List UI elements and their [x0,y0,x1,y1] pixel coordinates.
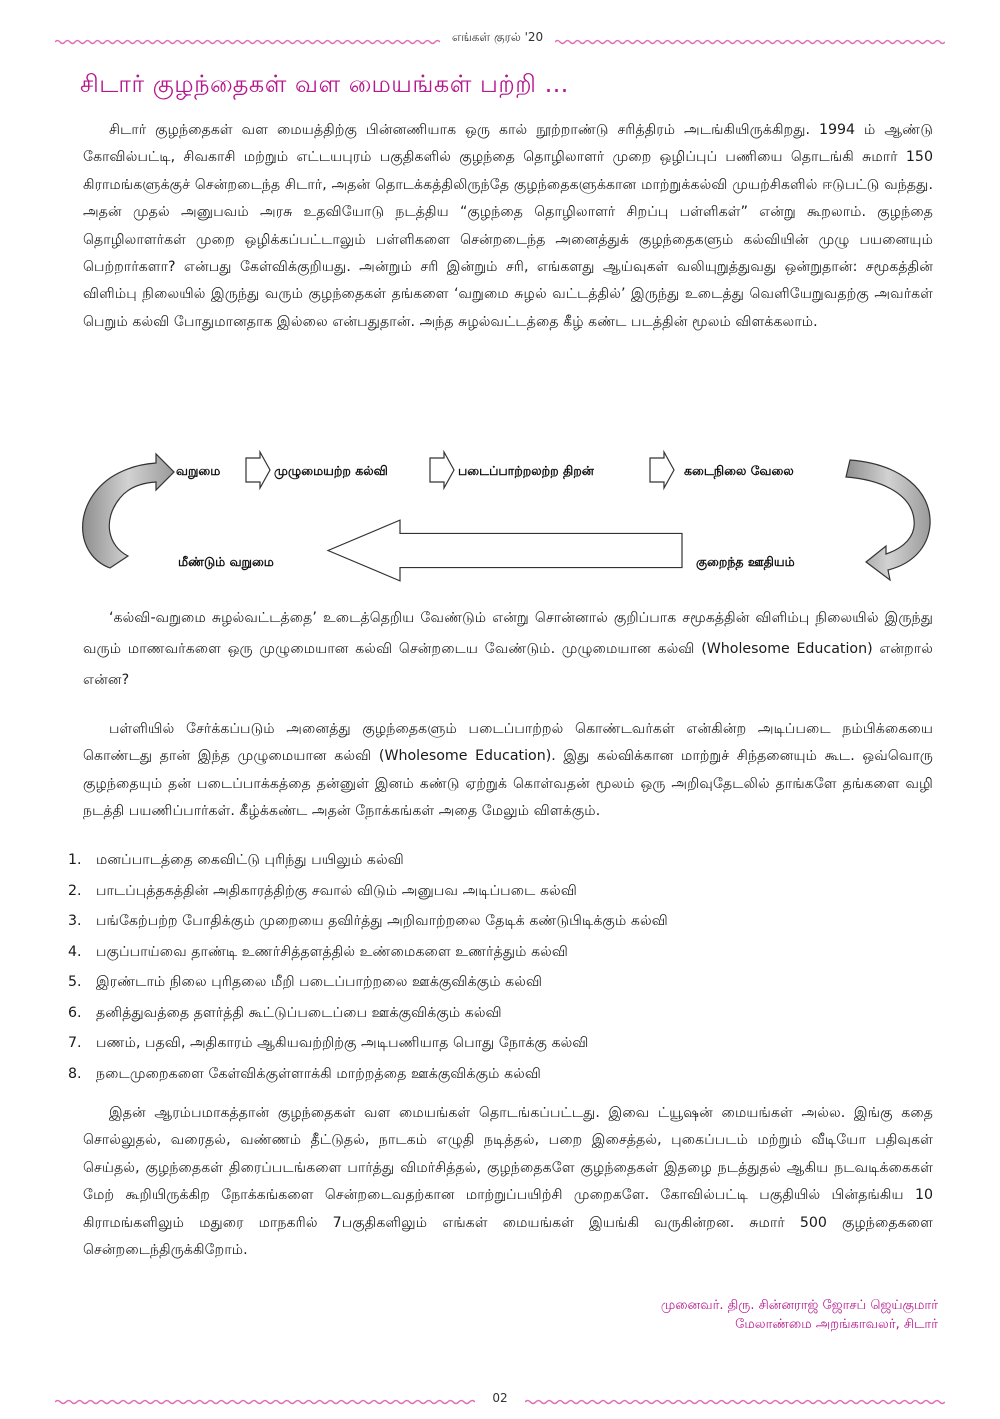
list-item [68,906,928,937]
list-item-text: நடைமுறைகளை கேள்விக்குள்ளாக்கி மாற்றத்தை ஊக்குவிக்கும் கல்வி [96,1065,542,1082]
closing-paragraph: இதன் ஆரம்பமாகத்தான் குழந்தைகள் வள மையங்கள் தொடங்கப்பட்டது. இவை ட்யூஷன் மையங்கள் அல்ல. இங்கு கதை சொல்லுதல், வரைதல், வண்ணம் தீட்டுதல், நாடகம் எழுதி நடித்தல், பறை இசைத்தல், புகைப்படம் மற்றும் வீடியோ பதிவுகள் செய்தல், குழந்தைகள் திரைப்படங்களை பார்த்து விமர்சித்தல், குழந்தைகளே குழந்தைகள் இதழை நடத்துதல் ஆகிய நடவடிக்கைகள் மேற் கூறியிருக்கிற நோக்கங்களை சென்றடைவதற்கான மாற்றுப்பயிற்சி முறைகளே. கோவில்பட்டி பகுதியில் பின்தங்கிய 10 கிராமங்களிலும் மதுரை மாநகரில் 7பகுதிகளிலும் எங்கள் மையங்கள் இயங்கி வருகின்றன. சுமார் 500 குழந்தைகளை சென்றடைந்திருக்கிறோம். [83,1105,933,1259]
bottom-left-arrow [328,520,682,581]
author-name: முனைவர். திரு. சின்னராஜ் ஜோசப் ஜெய்குமார் [660,1298,938,1313]
cycle-step-poverty-again: மீண்டும் வறுமை [178,554,274,569]
list-item-text: பாடப்புத்தகத்தின் அதிகாரத்திற்கு சவால் விடும் அனுபவ அடிப்படை கல்வி [96,882,577,899]
list-item [68,937,928,968]
list-item [68,998,928,1029]
poverty-cycle-diagram [70,450,950,590]
cycle-step-menial-job: கடைநிலை வேலை [684,463,794,478]
footer-wave-left [55,1399,475,1405]
intro-paragraph: சிடார் குழந்தைகள் வள மையத்திற்கு பின்னணியாக ஒரு கால் நூற்றாண்டு சரித்திரம் அடங்கியிருக்கிறது. 1994 ம் ஆண்டு கோவில்பட்டி, சிவகாசி மற்றும் எட்டயபுரம் பகுதிகளில் குழந்தை தொழிலாளர் முறை ஒழிப்புப் பணியை தொடங்கி சுமார் 150 கிராமங்களுக்குச் சென்றடைந்த சிடார், அதன் தொடக்கத்திலிருந்தே குழந்தைகளுக்கான மாற்றுக்கல்வி முயற்சிகளில் ஈடுபட்டு வந்தது. அதன் முதல் அனுபவம் அரசு உதவியோடு நடத்திய “குழந்தை தொழிலாளர் சிறப்பு பள்ளிகள்” என்று கூறலாம். குழந்தை தொழிலாளர்கள் முறை ஒழிக்கப்பட்டாலும் பள்ளிகளை சென்றடைந்த அனைத்துக் குழந்தைகளும் கல்வியின் முழு பயனையும் பெற்றார்களா? என்பது கேள்விக்குறியது. அன்றும் சரி இன்றும் சரி, எங்களது ஆய்வுகள் வலியுறுத்துவது ஒன்றுதான்: சமூகத்தின் விளிம்பு நிலையில் இருந்து வரும் குழந்தைகள் தங்களை ‘வறுமை சுழல் வட்டத்தில்’ இருந்து உடைத்து வெளியேறுவதற்கு அவர்கள் பெறும் கல்வி போதுமானதாக இல்லை என்பதுதான். அந்த சுழல்வட்டத்தை கீழ் கண்ட படத்தின் மூலம் விளக்கலாம். [83,122,933,330]
cycle-paragraph: ‘கல்வி-வறுமை சுழல்வட்டத்தை’ உடைத்தெறிய வேண்டும் என்று சொன்னால் குறிப்பாக சமூகத்தின் விளிம்பு நிலையில் இருந்து வரும் மாணவர்களை ஒரு முழுமையான கல்வி சென்றடைய வேண்டும். முழுமையான கல்வி (Wholesome Education) என்றால் என்ன? [83,610,933,688]
list-item-number: 1. [68,852,82,868]
list-item-number: 4. [68,943,82,960]
list-item-text: மனப்பாடத்தை கைவிட்டு புரிந்து பயிலும் கல்வி [96,852,404,868]
page-header [55,30,945,50]
left-curved-arrow [83,454,174,568]
cycle-step-incomplete-education: முழுமையற்ற கல்வி [274,463,388,478]
list-item-number: 5. [68,974,82,990]
cycle-step-low-wage: குறைந்த ஊதியம் [696,554,795,569]
header-wave-left [55,39,440,45]
list-item-text: இரண்டாம் நிலை புரிதலை மீறி படைப்பாற்றலை ஊக்குவிக்கும் கல்வி [96,974,543,990]
top-arrow-1 [246,452,270,488]
cycle-step-poverty: வறுமை [176,463,221,478]
list-item-text: பங்கேற்பற்ற போதிக்கும் முறையை தவிர்த்து அறிவாற்றலை தேடிக் கண்டுபிடிக்கும் கல்வி [96,913,668,929]
page-number: 02 [492,1391,508,1405]
author-role: மேலாண்மை அறங்காவலர், சிடார் [735,1317,938,1332]
list-item [68,876,928,907]
right-curved-arrow [846,460,930,580]
list-item [68,967,928,998]
list-item-number: 3. [68,913,82,929]
list-item-number: 2. [68,882,82,899]
list-item-number: 7. [68,1035,82,1051]
author-signature [661,1296,938,1334]
wholesome-paragraph: பள்ளியில் சேர்க்கப்படும் அனைத்து குழந்தைகளும் படைப்பாற்றல் கொண்டவர்கள் என்கின்ற அடிப்படை நம்பிக்கையை கொண்டது தான் இந்த முழுமையான கல்வி (Wholesome Education). இது கல்விக்கான மாற்றுச் சிந்தனையும் கூட. ஒவ்வொரு குழந்தையும் தன் படைப்பாக்கத்தை தன்னுள் இனம் கண்டு ஏற்றுக் கொள்வதன் மூலம் ஒரு அறிவுதேடலில் தாங்களே தங்களை வழி நடத்தி பயணிப்பார்கள். கீழ்க்கண்ட அதன் நோக்கங்கள் அதை மேலும் விளக்கும். [83,721,933,820]
header-title: எங்கள் குரல் '20 [451,30,544,44]
header-wave-right [555,39,945,45]
top-arrow-2 [430,452,454,488]
objectives-list [68,845,928,1089]
list-item-number: 8. [68,1065,82,1082]
list-item [68,1059,928,1090]
list-item [68,845,928,876]
list-item-text: பகுப்பாய்வை தாண்டி உணர்சித்தளத்தில் உண்மைகளை உணர்த்தும் கல்வி [96,943,569,960]
list-item-text: பணம், பதவி, அதிகாரம் ஆகியவற்றிற்கு அடிபணியாத பொது நோக்கு கல்வி [96,1035,589,1051]
article-title: சிடார் குழந்தைகள் வள மையங்கள் பற்றி … [80,70,569,98]
list-item-text: தனித்துவத்தை தளர்த்தி கூட்டுப்படைப்பை ஊக்குவிக்கும் கல்வி [96,1004,502,1021]
cycle-step-uncreative-skill: படைப்பாற்றலற்ற திறன் [458,463,594,478]
footer-wave-right [525,1399,945,1405]
page-footer [55,1390,945,1410]
list-item [68,1028,928,1059]
list-item-number: 6. [68,1004,82,1021]
top-arrow-3 [650,452,674,488]
